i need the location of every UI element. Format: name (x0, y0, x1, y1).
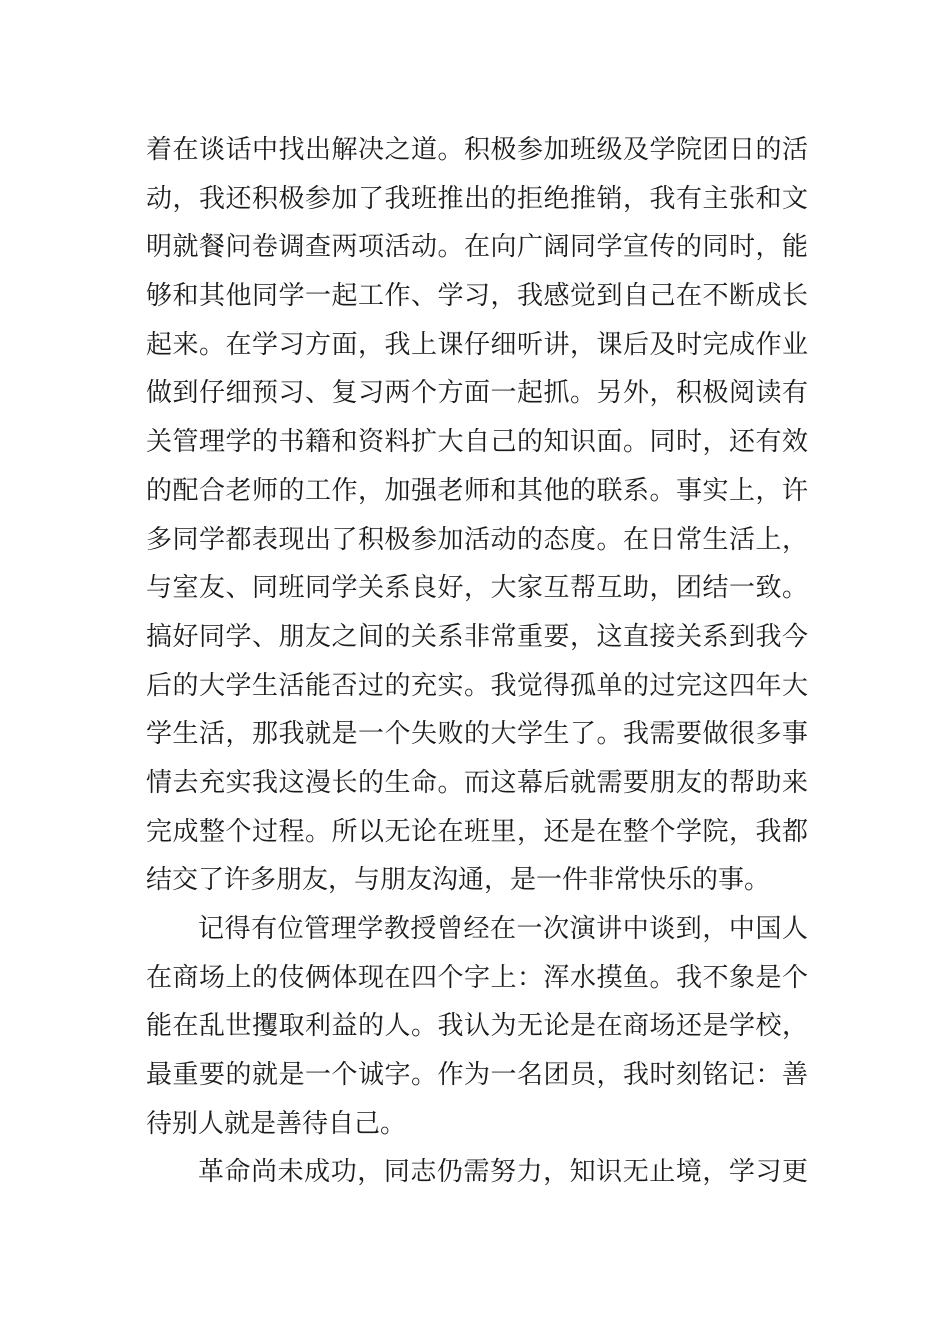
text-line: 够和其他同学一起工作、学习，我感觉到自己在不断成长 (146, 281, 808, 312)
text-line: 能在乱世攫取利益的人。我认为无论是在商场还是学校， (146, 1011, 808, 1042)
text-line: 搞好同学、朋友之间的关系非常重要，这直接关系到我今 (146, 621, 808, 652)
text-line: 在商场上的伎俩体现在四个字上：浑水摸鱼。我不象是个 (146, 962, 808, 993)
text-line: 做到仔细预习、复习两个方面一起抓。另外，积极阅读有 (146, 378, 808, 409)
text-line: 后的大学生活能否过的充实。我觉得孤单的过完这四年大 (146, 670, 808, 701)
text-line: 明就餐问卷调查两项活动。在向广阔同学宣传的同时，能 (146, 232, 808, 263)
text-line: 学生活，那我就是一个失败的大学生了。我需要做很多事 (146, 719, 808, 750)
text-line: 关管理学的书籍和资料扩大自己的知识面。同时，还有效 (146, 427, 808, 458)
text-line: 待别人就是善待自己。 (146, 1108, 407, 1139)
text-line: 最重要的就是一个诚字。作为一名团员，我时刻铭记：善 (146, 1060, 808, 1091)
text-line: 着在谈话中找出解决之道。积极参加班级及学院团日的活 (146, 135, 808, 165)
text-line: 的配合老师的工作，加强老师和其他的联系。事实上，许 (146, 475, 808, 506)
body-text (146, 126, 808, 1197)
text-line: 结交了许多朋友，与朋友沟通，是一件非常快乐的事。 (146, 865, 771, 896)
text-line: 动，我还积极参加了我班推出的拒绝推销，我有主张和文 (146, 183, 808, 214)
text-line: 起来。在学习方面，我上课仔细听讲，课后及时完成作业 (146, 329, 808, 360)
text-line: 与室友、同班同学关系良好，大家互帮互助，团结一致。 (146, 573, 808, 604)
text-line: 革命尚未成功，同志仍需努力，知识无止境，学习更 (198, 1157, 808, 1188)
text-line: 多同学都表现出了积极参加活动的态度。在日常生活上， (146, 524, 808, 555)
text-line: 完成整个过程。所以无论在班里，还是在整个学院，我都 (146, 816, 808, 847)
text-line: 记得有位管理学教授曾经在一次演讲中谈到，中国人 (198, 914, 808, 944)
text-line: 情去充实我这漫长的生命。而这幕后就需要朋友的帮助来 (146, 767, 808, 798)
